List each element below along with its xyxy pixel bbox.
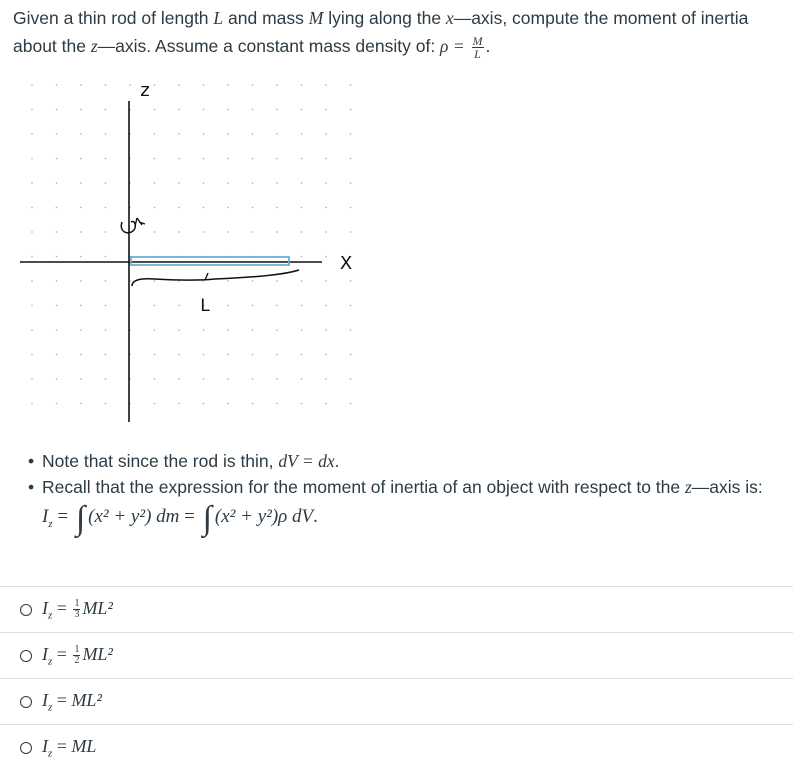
note-text: Recall that the expression for the moment of inertia of an object with respect to the [42,477,685,497]
grid-dot [56,207,58,209]
grid-dot [252,378,254,380]
option-fraction [73,645,80,666]
grid-dot [325,231,327,233]
grid-dot [227,109,229,111]
math-var-L: L [213,8,224,28]
grid-dot [350,231,352,233]
grid-dot [252,84,254,86]
grid-dot [350,403,352,405]
grid-dot [31,280,33,282]
formula-lhs: I [42,506,49,527]
grid-dot [227,280,229,282]
grid-dot [252,158,254,160]
grid-dot [227,158,229,160]
grid-dot [227,354,229,356]
option-rhs: ML² [71,689,102,710]
grid-dot [227,207,229,209]
grid-dot [301,158,303,160]
formula-integrand-1: (x² + y²) dm [88,506,180,527]
math-var-x: x [445,8,454,28]
grid-dot [178,182,180,184]
grid-dot [80,133,82,135]
grid-dot [80,109,82,111]
grid-dot [80,182,82,184]
option-frac-den: 3 [74,609,80,621]
grid-dot [178,378,180,380]
grid-dot [80,256,82,258]
grid-dot [105,207,107,209]
grid-dot [325,280,327,282]
question-text [13,4,788,60]
grid-dot [325,354,327,356]
grid-dot [276,158,278,160]
formula-end: . [313,506,318,527]
grid-dot [80,84,82,86]
rotation-arrowhead-icon [135,218,145,226]
grid-dot [154,354,156,356]
question-period: . [485,36,491,56]
note-end: . [334,451,340,471]
integral-sign-icon: ∫ [202,500,212,537]
grid-dot [276,207,278,209]
grid-dot [80,231,82,233]
grid-dot [227,182,229,184]
option-equals: = [56,689,67,710]
grid-dot [178,84,180,86]
grid-dot [301,378,303,380]
grid-dot [203,207,205,209]
grid-dot [203,84,205,86]
grid-dot [350,329,352,331]
grid-dot [325,158,327,160]
option-lhs: I [42,735,48,756]
grid-dot [276,305,278,307]
option-text [42,598,113,622]
grid-dot [350,109,352,111]
grid-dot [227,84,229,86]
grid-dot [252,109,254,111]
answer-option-4[interactable] [0,724,793,770]
option-equals: = [56,735,67,756]
option-lhs: I [42,597,48,618]
note-math: dV = dx [278,451,335,471]
grid-dot [105,329,107,331]
grid-dot [227,403,229,405]
answer-option-1[interactable] [0,586,793,632]
grid-dot [301,207,303,209]
grid-dot [80,329,82,331]
option-text [42,736,96,760]
grid-dot [31,207,33,209]
grid-dot [252,182,254,184]
grid-dot [350,280,352,282]
grid-dot [301,231,303,233]
option-sub: z [48,609,53,622]
grid-dot [325,182,327,184]
grid-dot [350,305,352,307]
grid-dot [301,84,303,86]
note-moment-expression [28,474,788,500]
math-var-M: M [308,8,324,28]
grid-dot [252,329,254,331]
integral-sign-icon: ∫ [75,500,86,537]
grid-dot [178,231,180,233]
grid-dot [276,378,278,380]
grid-dot [350,84,352,86]
grid-dot [325,207,327,209]
grid-dot [56,403,58,405]
rho-denominator: L [474,46,481,61]
grid-dot [80,158,82,160]
grid-dot [31,158,33,160]
grid-dot [350,207,352,209]
grid-dot [154,109,156,111]
grid-dot [252,354,254,356]
note-end: —axis is: [691,477,763,497]
grid-dot [56,280,58,282]
grid-dot [203,158,205,160]
notes-list [28,448,788,500]
grid-dot [203,182,205,184]
grid-dot [252,280,254,282]
grid-dot [56,158,58,160]
grid-dot [227,329,229,331]
note-text: Note that since the rod is thin, [42,451,279,471]
question-text-part: lying along the [323,8,446,28]
grid-dot [56,109,58,111]
grid-dot [80,403,82,405]
grid-dot [129,84,131,86]
grid-dot [350,378,352,380]
grid-dot [80,305,82,307]
grid-dot [56,84,58,86]
formula-lhs-sub: z [48,517,53,530]
question-text-part: —axis, compute the moment of inertia about the [13,8,749,56]
question-text-part: —axis. Assume a constant mass density of: [97,36,441,56]
grid-dot [31,133,33,135]
option-text [42,690,102,714]
grid-dot [276,84,278,86]
grid-dot [227,231,229,233]
option-frac-num: 1 [74,598,80,610]
grid-dot [252,207,254,209]
grid-dot [80,354,82,356]
grid-dot [154,305,156,307]
grid-dot [56,133,58,135]
grid-dot [105,305,107,307]
radio-button[interactable] [20,604,32,616]
grid-dot [252,305,254,307]
grid-dot [56,305,58,307]
length-label: L [200,296,210,316]
grid-dot [178,354,180,356]
grid-dot [105,109,107,111]
grid-dot [105,231,107,233]
grid-dot [227,378,229,380]
question-text-part: Given a thin rod of length [13,8,214,28]
grid-dot [350,133,352,135]
grid-dot [31,84,33,86]
question-text-part: and mass [223,8,309,28]
formula-equals: = [184,506,195,527]
grid-dot [178,133,180,135]
option-sub: z [48,655,53,668]
formula-integrand-2: (x² + y²)ρ dV [214,506,314,527]
grid-dot [227,133,229,135]
grid-dot [31,109,33,111]
grid-dot [154,280,156,282]
option-rhs: ML² [82,643,113,664]
radio-button[interactable] [20,742,32,754]
grid-dot [276,231,278,233]
grid-dot [301,329,303,331]
grid-dot [252,403,254,405]
grid-dot [227,305,229,307]
note-thin-rod [28,448,788,474]
grid-dot [56,182,58,184]
rod-diagram [0,68,380,428]
grid-dot [154,182,156,184]
answer-option-2[interactable] [0,632,793,678]
option-fraction [73,599,80,620]
grid-dot [31,329,33,331]
grid-dot [154,207,156,209]
grid-dot [80,280,82,282]
grid-dot [203,133,205,135]
option-lhs: I [42,689,48,710]
grid-dot [105,378,107,380]
rho-equals: ρ = [440,36,465,56]
grid-dot [325,109,327,111]
grid-dot [203,378,205,380]
grid-dot [154,133,156,135]
grid-dot [325,256,327,258]
grid-dot [276,133,278,135]
grid-dot [325,329,327,331]
grid-dot [276,403,278,405]
z-axis-label: z [140,80,150,101]
option-frac-num: 1 [74,644,80,656]
radio-button[interactable] [20,696,32,708]
grid-dot [276,109,278,111]
grid-dot [178,158,180,160]
grid-dot [178,305,180,307]
grid-dot [105,256,107,258]
grid-dot [154,158,156,160]
grid-dot [56,354,58,356]
grid-dot [154,378,156,380]
grid-dot [80,378,82,380]
grid-dot [276,182,278,184]
grid-dot [31,378,33,380]
grid-dot [350,158,352,160]
grid-dot [31,231,33,233]
grid-dot [31,256,33,258]
grid-dot [252,133,254,135]
grid-dot [276,280,278,282]
grid-dot [105,182,107,184]
grid-dot [350,354,352,356]
option-sub: z [48,747,53,760]
math-var-z: z [90,36,98,56]
grid-dot [203,354,205,356]
formula-equals: = [57,506,69,527]
grid-dot [56,231,58,233]
grid-dot [350,182,352,184]
dot-grid [31,84,351,404]
grid-dot [105,354,107,356]
grid-dot [56,256,58,258]
grid-dot [203,231,205,233]
option-rhs: ML² [82,597,113,618]
grid-dot [178,403,180,405]
option-lhs: I [42,643,48,664]
grid-dot [301,109,303,111]
grid-dot [56,329,58,331]
grid-dot [325,305,327,307]
option-sub: z [48,701,53,714]
option-equals: = [56,643,67,664]
grid-dot [276,354,278,356]
grid-dot [301,256,303,258]
grid-dot [325,403,327,405]
option-rhs: ML [71,735,97,756]
x-axis-label: X [339,253,353,274]
grid-dot [203,109,205,111]
answer-option-3[interactable] [0,678,793,724]
grid-dot [203,403,205,405]
grid-dot [301,133,303,135]
grid-dot [80,207,82,209]
grid-dot [178,207,180,209]
grid-dot [325,133,327,135]
rod [131,257,289,265]
grid-dot [325,378,327,380]
grid-dot [178,109,180,111]
rho-fraction [472,35,484,60]
option-equals: = [56,597,67,618]
radio-button[interactable] [20,650,32,662]
grid-dot [154,403,156,405]
note-math: z [684,477,692,497]
grid-dot [154,329,156,331]
grid-dot [31,182,33,184]
grid-dot [301,354,303,356]
answer-options [0,586,793,770]
grid-dot [301,305,303,307]
option-frac-den: 2 [74,655,80,667]
grid-dot [105,280,107,282]
option-text [42,644,113,668]
grid-dot [203,329,205,331]
grid-dot [31,354,33,356]
grid-dot [301,182,303,184]
grid-dot [252,231,254,233]
grid-dot [154,231,156,233]
grid-dot [31,403,33,405]
grid-dot [154,84,156,86]
grid-dot [105,84,107,86]
grid-dot [105,403,107,405]
grid-dot [276,329,278,331]
grid-dot [301,280,303,282]
grid-dot [56,378,58,380]
length-brace [132,270,299,286]
grid-dot [105,158,107,160]
inertia-formula [42,500,318,538]
grid-dot [31,305,33,307]
grid-dot [178,329,180,331]
grid-dot [301,403,303,405]
grid-dot [325,84,327,86]
rho-numerator: M [472,33,483,48]
grid-dot [105,133,107,135]
